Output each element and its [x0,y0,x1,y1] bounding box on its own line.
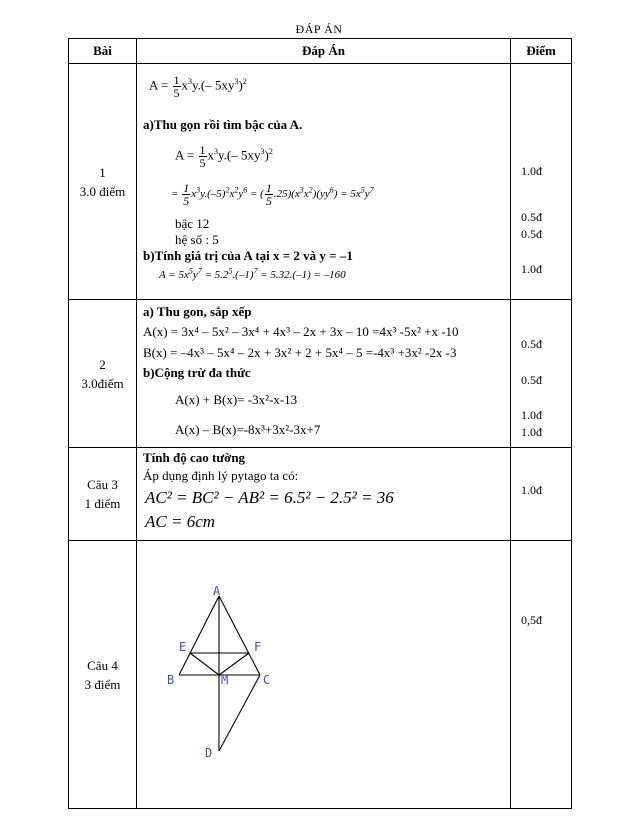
page-title: ĐÁP ÁN [295,22,343,36]
header-dapan: Đáp Án [137,39,511,64]
q2-point-4: 1.0đ [521,425,542,439]
q2-line-b: B(x) = –4x³ – 5x⁴ – 2x + 3x² + 2 + 5x⁴ – 5 =-4x³ +3x² -2x -3 [143,345,457,360]
q4-point-1: 0,5đ [521,613,542,627]
row-q4 [69,541,572,809]
q1-a-heading: a)Thu gọn rồi tìm bậc của A. [143,117,303,132]
q1-score: 3.0 điểm [79,183,126,199]
segment-ab [179,596,219,675]
q4-label [69,541,137,809]
q2-a-heading: a) Thu gon, sắp xếp [143,304,252,319]
q4-answer [137,541,511,809]
segment-em [190,653,219,675]
q3-number: Câu 3 [87,477,118,492]
q2-point-3: 1.0đ [521,408,542,422]
q1-heso: hệ số : 5 [175,232,219,247]
label-a: A [213,584,221,598]
q1-point-3: 0.5đ [521,227,542,241]
q3-eq1: AC² = BC² − AB² = 6.5² − 2.5² = 36 [145,488,394,507]
q2-line-a: A(x) = 3x⁴ – 5x² – 3x⁴ + 4x³ – 2x + 3x – 10 =4x³ -5x² +x -10 [143,324,459,339]
header-diem: Điểm [511,39,572,64]
label-e: E [179,640,187,654]
q3-heading: Tính độ cao tường [143,450,246,465]
q2-answer [137,300,511,448]
q2-score: 3.0điểm [81,375,124,391]
q1-answer [137,64,511,300]
q3-score: 1 điểm [84,496,121,511]
q3-points [511,448,572,541]
q3-eq2: AC = 6cm [145,512,216,531]
geometry-figure [137,541,511,807]
q4-score: 3 điểm [84,676,121,692]
label-d: D [205,746,213,760]
row-q2 [69,300,572,448]
q2-number: 2 [99,356,106,372]
q1-a-step2: = $\frac{1}{5}$ $x^3y.(-5)^2x^2y^6$ = ( $\frac{1}{5}$ $.25)(x^3x^2)(yy^6) = 5x^5y^7$ [171,181,374,208]
q2-b-heading: b)Cộng trừ đa thức [143,365,251,380]
q1-number: 1 [99,164,106,180]
label-c: C [263,673,271,687]
q1-expression: A = $\frac{1}{5}$ $x^3y.(-$ $5xy^3)^2$ [149,73,247,100]
q1-point-2: 0.5đ [521,210,542,224]
segment-ac [219,596,260,675]
q2-point-1: 0.5đ [521,337,542,351]
answer-table [68,38,572,809]
q1-bac: bậc 12 [175,216,210,231]
q3-label [69,448,137,541]
q1-a-step1: A = $\frac{1}{5}$ $x^3y.(-$ $5xy^3)^2$ [175,143,273,170]
q2-label [69,300,137,448]
q1-b-result: $A = 5x^5y^7 = 5.2^5.(-1)^7 = 5.32.(-1) = -160$ [159,266,346,281]
q4-points [511,541,572,809]
q2-sum: A(x) + B(x)= -3x²-x-13 [175,392,298,407]
row-q3 [69,448,572,541]
header-row [69,39,572,64]
label-m: M [221,673,229,687]
q2-point-2: 0.5đ [521,373,542,387]
q1-b-heading: b)Tính giá trị của A tại x = 2 và y = –1 [143,248,353,263]
q1-points [511,64,572,300]
q3-answer [137,448,511,541]
label-f: F [254,640,262,654]
segment-fm [219,653,249,675]
q2-diff: A(x) – B(x)=-8x³+3x²-3x+7 [175,422,321,437]
q3-line1: Áp dụng định lý pytago ta có: [143,468,299,483]
label-b: B [167,673,175,687]
q1-point-4: 1.0đ [521,262,542,276]
q3-point-1: 1.0đ [521,483,542,497]
row-q1 [69,64,572,300]
q2-points [511,300,572,448]
header-bai: Bài [69,39,137,64]
q1-label [69,64,137,300]
q1-point-1: 1.0đ [521,164,542,178]
q4-number: Câu 4 [87,657,118,673]
